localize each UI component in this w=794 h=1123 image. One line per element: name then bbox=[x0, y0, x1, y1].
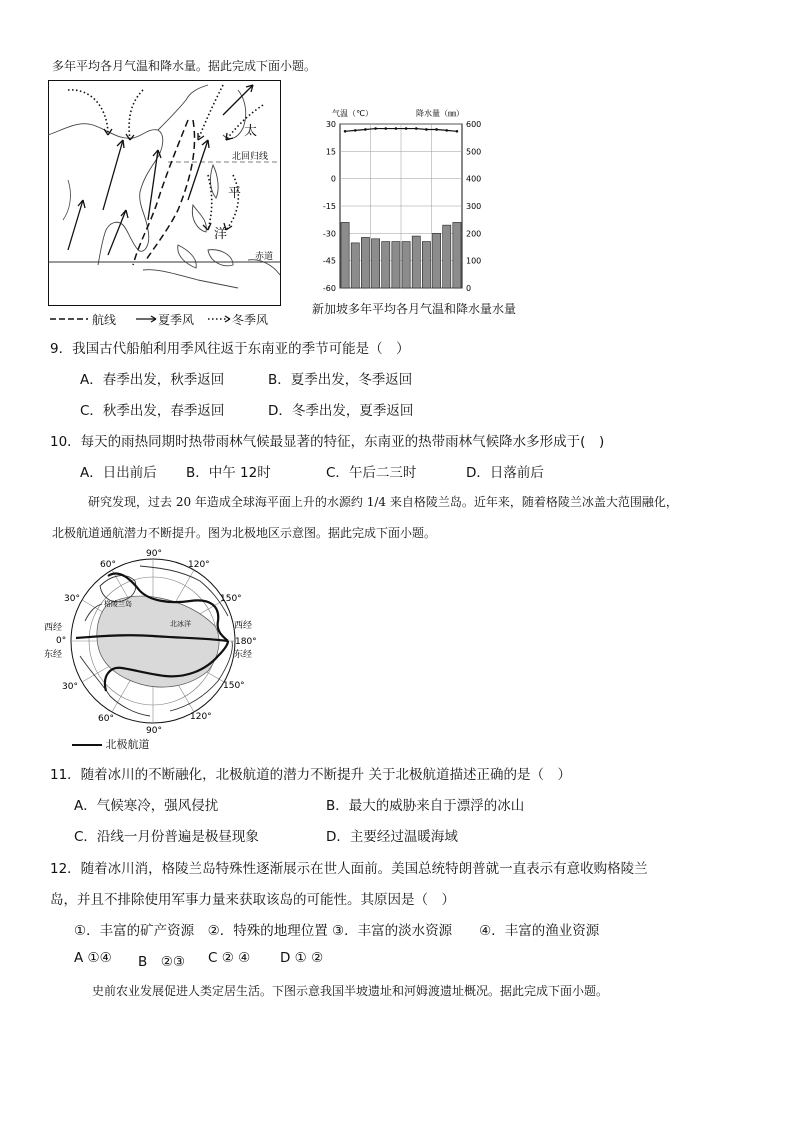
map-label-ping: 平 bbox=[228, 186, 242, 201]
precipitation-bar bbox=[392, 242, 400, 288]
right-axis-tick-label: 400 bbox=[466, 174, 482, 184]
legend-summer-label: 夏季风 bbox=[158, 313, 195, 327]
right-axis-tick-label: 200 bbox=[466, 229, 482, 239]
chart-caption: 新加坡多年平均各月气温和降水量水量 bbox=[312, 302, 517, 316]
right-axis-tick-label: 300 bbox=[466, 202, 482, 211]
temperature-point bbox=[364, 128, 367, 131]
chart-ylabel-right: 降水量（㎜） bbox=[416, 109, 464, 118]
arctic-ocean-label: 北冰洋 bbox=[170, 620, 191, 628]
q9-stem: 9．我国古代船舶利用季风往返于东南亚的季节可能是（ ） bbox=[50, 341, 410, 357]
precipitation-bar bbox=[433, 233, 441, 288]
west-left: 西经 bbox=[44, 623, 63, 633]
arctic-map-legend bbox=[72, 736, 150, 752]
q9-option-a[interactable]: A．春季出发，秋季返回 bbox=[80, 372, 225, 388]
precipitation-bar bbox=[361, 237, 369, 288]
lon-150-br: 150° bbox=[223, 681, 245, 691]
intro-text-2-line1: 研究发现，过去 20 年造成全球海平面上升的水源约 1/4 来自格陵兰岛。近年来，随着格陵兰冰盖大范围融化， bbox=[88, 495, 678, 509]
temperature-point bbox=[395, 127, 398, 130]
q12-option-a[interactable]: A ①④ bbox=[74, 950, 112, 966]
temperature-point bbox=[354, 129, 357, 132]
lon-120-tr: 120° bbox=[188, 560, 210, 570]
equator-label: 赤道 bbox=[255, 252, 274, 262]
q11-option-b[interactable]: B．最大的威胁来自于漂浮的冰山 bbox=[326, 798, 525, 814]
precipitation-bar bbox=[382, 242, 390, 288]
precipitation-bar bbox=[402, 242, 410, 288]
temperature-point bbox=[456, 130, 459, 133]
q12-option-b[interactable]: B ②③ bbox=[138, 954, 185, 970]
temperature-point bbox=[384, 127, 387, 130]
left-axis-tick-label: -15 bbox=[322, 202, 336, 211]
right-axis-tick-label: 500 bbox=[466, 147, 482, 157]
lon-30-tl: 30° bbox=[64, 594, 80, 604]
left-axis-tick-label: 0 bbox=[330, 174, 336, 184]
map-label-tai: 太 bbox=[244, 124, 258, 139]
lon-60-bl: 60° bbox=[98, 714, 114, 724]
q11-stem: 11．随着冰川的不断融化，北极航道的潜力不断提升 关于北极航道描述正确的是（ ） bbox=[50, 767, 571, 783]
precipitation-bar bbox=[372, 239, 380, 288]
greenland-label: 格陵兰岛 bbox=[104, 600, 132, 608]
precipitation-bar bbox=[412, 236, 420, 288]
legend-route-line bbox=[72, 744, 102, 746]
legend-winter-label: 冬季风 bbox=[232, 313, 269, 327]
q12-stem-line1: 12．随着冰川消，格陵兰岛特殊性逐渐展示在世人面前。美国总统特朗普就一直表示有意收购格陵兰 bbox=[50, 861, 648, 877]
precipitation-bar bbox=[422, 242, 430, 288]
precipitation-bar bbox=[443, 225, 451, 288]
lon-90-top: 90° bbox=[146, 549, 162, 559]
lon-150-tr: 150° bbox=[220, 594, 242, 604]
lon-90-bot: 90° bbox=[146, 726, 162, 736]
temperature-point bbox=[425, 128, 428, 131]
q9-option-b[interactable]: B．夏季出发，冬季返回 bbox=[268, 372, 413, 388]
lon-30-bl: 30° bbox=[62, 682, 78, 692]
q10-option-b[interactable]: B．中午 12时 bbox=[186, 465, 271, 481]
q11-option-c[interactable]: C．沿线一月份普遍是极昼现象 bbox=[74, 829, 259, 845]
q12-items: ①．丰富的矿产资源 ②．特殊的地理位置 ③．丰富的淡水资源 ④．丰富的渔业资源 bbox=[74, 923, 600, 939]
temperature-point bbox=[405, 127, 408, 130]
precipitation-bar bbox=[341, 222, 349, 288]
q9-option-c[interactable]: C．秋季出发，春季返回 bbox=[80, 403, 225, 419]
temperature-point bbox=[435, 128, 438, 131]
temperature-point bbox=[344, 130, 347, 133]
intro-text-2-line2: 北极航道通航潜力不断提升。图为北极地区示意图。据此完成下面小题。 bbox=[52, 526, 437, 540]
q9-option-d[interactable]: D．冬季出发，夏季返回 bbox=[268, 403, 414, 419]
q10-stem: 10．每天的雨热同期时热带雨林气候最显著的特征，东南亚的热带雨林气候降水多形成于( ) bbox=[50, 434, 605, 450]
temperature-point bbox=[374, 127, 377, 130]
left-axis-tick-label: -30 bbox=[322, 229, 336, 239]
monsoon-map bbox=[48, 80, 282, 308]
temperature-point bbox=[445, 129, 448, 132]
lon-120-br: 120° bbox=[190, 712, 212, 722]
monsoon-map-legend bbox=[48, 310, 288, 328]
lon-0: 0° bbox=[56, 636, 67, 646]
left-axis-tick-label: -45 bbox=[322, 256, 336, 266]
q10-option-c[interactable]: C．午后二三时 bbox=[326, 465, 417, 481]
q12-option-c[interactable]: C ② ④ bbox=[208, 950, 251, 966]
intro-text-1: 多年平均各月气温和降水量。据此完成下面小题。 bbox=[52, 59, 317, 73]
left-axis-tick-label: 15 bbox=[325, 147, 336, 157]
map-label-yang: 洋 bbox=[214, 227, 228, 242]
left-axis-tick-label: -60 bbox=[322, 284, 336, 292]
chart-ylabel-left: 气温（℃） bbox=[332, 109, 373, 118]
q10-option-d[interactable]: D．日落前后 bbox=[466, 465, 544, 481]
arctic-map bbox=[40, 546, 280, 746]
legend-arctic-route-label: 北极航道 bbox=[105, 738, 150, 751]
q11-option-a[interactable]: A．气候寒冷，强风侵扰 bbox=[74, 798, 219, 814]
west-right: 西经 bbox=[234, 621, 253, 631]
precipitation-bar bbox=[351, 243, 359, 288]
legend-route-label: 航线 bbox=[92, 313, 117, 327]
climate-chart bbox=[312, 104, 492, 292]
lon-180: 180° bbox=[235, 637, 257, 647]
right-axis-tick-label: 100 bbox=[466, 256, 482, 266]
lon-60-tl: 60° bbox=[100, 560, 116, 570]
east-left: 东经 bbox=[44, 650, 63, 660]
right-axis-tick-label: 600 bbox=[466, 120, 482, 129]
east-right: 东经 bbox=[234, 650, 253, 660]
precipitation-bar bbox=[453, 222, 461, 288]
q11-option-d[interactable]: D．主要经过温暖海域 bbox=[326, 829, 458, 845]
intro-text-3: 史前农业发展促进人类定居生活。下图示意我国半坡遗址和河姆渡遗址概况。据此完成下面小题。 bbox=[92, 984, 609, 998]
temperature-point bbox=[415, 127, 418, 130]
right-axis-tick-label: 0 bbox=[466, 284, 472, 292]
left-axis-tick-label: 30 bbox=[325, 120, 336, 129]
q12-option-d[interactable]: D ① ② bbox=[280, 950, 324, 966]
q12-stem-line2: 岛，并且不排除使用军事力量来获取该岛的可能性。其原因是（ ） bbox=[50, 892, 455, 908]
q10-option-a[interactable]: A．日出前后 bbox=[80, 465, 157, 481]
tropic-label: 北回归线 bbox=[232, 152, 269, 162]
